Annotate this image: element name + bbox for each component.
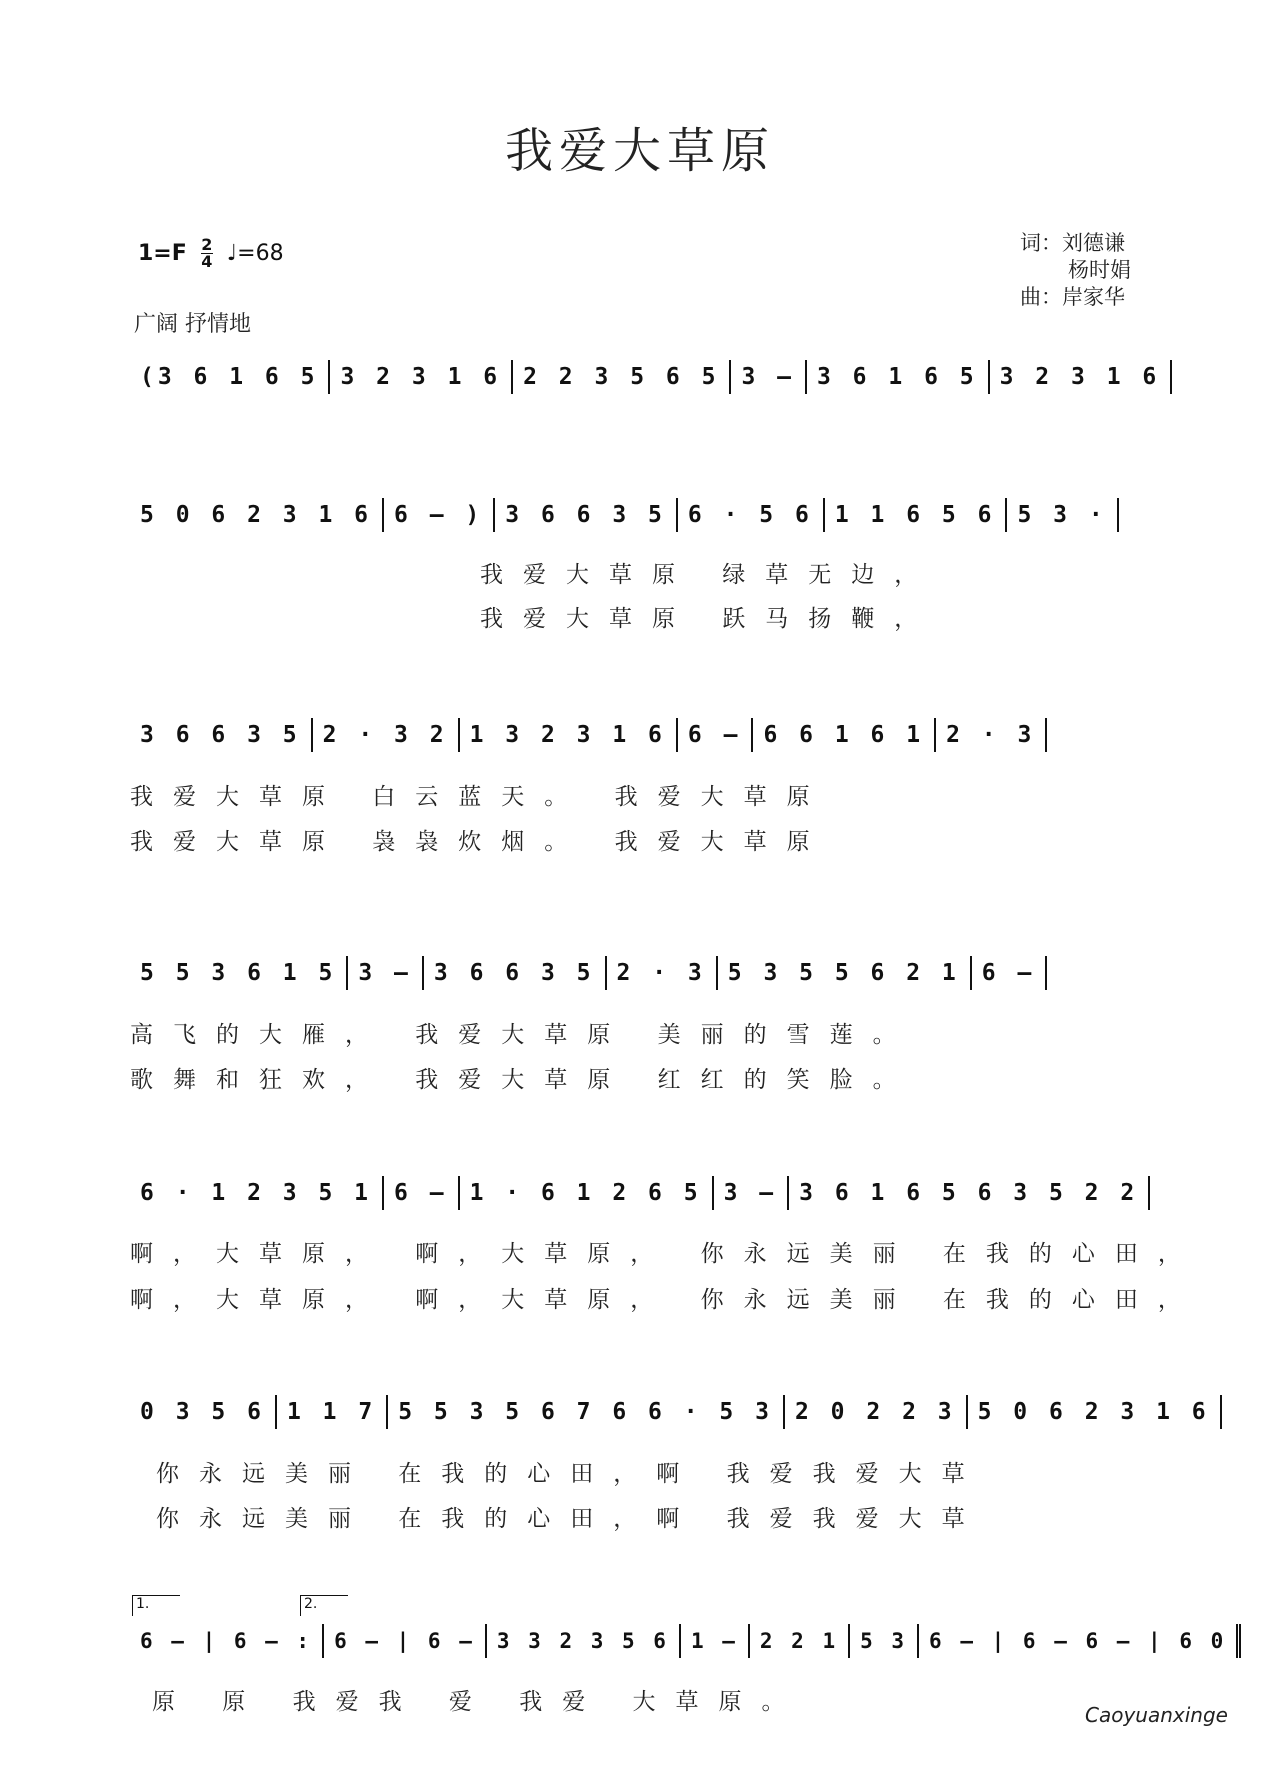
- lyric-line: 我爱大草原 绿草无边，: [480, 562, 938, 588]
- time-signature: [201, 237, 213, 270]
- lyric-line: 原 原 我爱我 爱 我爱 大草原。: [152, 1689, 805, 1715]
- time-sig-bottom: 4: [201, 252, 213, 271]
- measure: 6 – | 6 – 6 – | 6 0: [917, 1624, 1241, 1658]
- measure: 6 –: [970, 956, 1048, 990]
- measure: 1 –: [679, 1624, 748, 1658]
- measure: 0 3 5 6: [140, 1399, 265, 1425]
- measure: 2 2 1: [748, 1624, 848, 1658]
- measure: 3 –: [346, 956, 422, 990]
- measure: 3 2 3 1 6: [988, 360, 1173, 394]
- staff-7: [130, 1624, 1227, 1658]
- composer: 岸家华: [1062, 285, 1125, 309]
- measure: 6 –: [382, 1176, 458, 1210]
- measure: 1 · 6 1 2 6 5: [458, 1176, 712, 1210]
- measure: 3 6 6 3 5: [422, 956, 605, 990]
- credits: [1020, 230, 1131, 311]
- measure: 5 3: [848, 1624, 917, 1658]
- lyric-line: 我爱大草原 跃马扬鞭，: [480, 606, 938, 632]
- measure: 5 0 6 2 3 1 6: [966, 1395, 1222, 1429]
- lyric-line: 你永远美丽 在我的心田，啊 我爱我爱大草: [156, 1461, 985, 1487]
- measure: 6 – | 6 –: [322, 1624, 485, 1658]
- measure: 5 5 3 6 1 5: [140, 960, 337, 986]
- staff-1: [130, 360, 1160, 394]
- measure: 3 6 6 3 5: [493, 498, 676, 532]
- volta-1: 1.: [132, 1595, 180, 1616]
- watermark: Caoyuanxinge: [1085, 1703, 1228, 1727]
- measure: 6 – | 6 – :: [140, 1629, 313, 1653]
- staff-2: [130, 498, 1160, 532]
- time-sig-top: 2: [201, 235, 213, 254]
- measure: 5 5 3 5 6 7 6 6 · 5 3: [386, 1395, 783, 1429]
- measure: 3 –: [729, 360, 805, 394]
- measure: 1 3 2 3 1 6: [458, 718, 676, 752]
- measure: 6 6 1 6 1: [751, 718, 934, 752]
- measure: 6 –: [676, 718, 752, 752]
- measure: 3 3 2 3 5 6: [485, 1624, 679, 1658]
- volta-2: 2.: [300, 1595, 348, 1616]
- measure: 3 2 3 1 6: [328, 360, 511, 394]
- staff-6: [130, 1395, 1210, 1429]
- measure: 2 · 3: [934, 718, 1047, 752]
- composer-label: 曲：: [1020, 285, 1062, 309]
- key-signature: [138, 237, 284, 270]
- measure: 3 6 1 6 5: [805, 360, 988, 394]
- measure: 6 – ): [382, 498, 493, 532]
- lyric-line: 啊，大草原， 啊，大草原， 你永远美丽 在我的心田，: [130, 1287, 1201, 1313]
- page-title: 我爱大草原: [504, 123, 775, 179]
- lyricist-1: 刘德谦: [1062, 231, 1125, 255]
- lyric-line: 我爱大草原 白云蓝天。 我爱大草原: [130, 784, 830, 810]
- measure: 1 1 6 5 6: [823, 498, 1006, 532]
- lyric-line: 高飞的大雁， 我爱大草原 美丽的雪莲。: [130, 1022, 916, 1048]
- lyricist-label: 词：: [1020, 231, 1062, 255]
- lyric-line: 你永远美丽 在我的心田，啊 我爱我爱大草: [156, 1506, 985, 1532]
- measure: 6 · 5 6: [676, 498, 823, 532]
- measure: 3 6 6 3 5: [140, 722, 301, 748]
- lyric-line: 歌舞和狂欢， 我爱大草原 红红的笑脸。: [130, 1067, 916, 1093]
- measure: 3 6 1 6 5 6 3 5 2 2: [787, 1176, 1150, 1210]
- measure: 2 · 3: [605, 956, 716, 990]
- measure: 5 3 5 5 6 2 1: [716, 956, 970, 990]
- measure: 5 0 6 2 3 1 6: [140, 502, 373, 528]
- measure: (3 6 1 6 5: [140, 364, 319, 390]
- measure: 2 · 3 2: [311, 718, 458, 752]
- lyricist-2: 杨时娟: [1068, 258, 1131, 282]
- staff-4: [130, 956, 1160, 990]
- measure: 6 · 1 2 3 5 1: [140, 1180, 373, 1206]
- tempo-label: ♩=68: [226, 241, 284, 266]
- staff-3: [130, 718, 1160, 752]
- expression-mark: 广阔 抒情地: [134, 312, 251, 337]
- lyric-line: 啊，大草原， 啊，大草原， 你永远美丽 在我的心田，: [130, 1241, 1201, 1267]
- measure: 1 1 7: [275, 1395, 386, 1429]
- measure: 2 0 2 2 3: [783, 1395, 966, 1429]
- measure: 5 3 ·: [1005, 498, 1118, 532]
- staff-5: [130, 1176, 1160, 1210]
- lyric-line: 我爱大草原 袅袅炊烟。 我爱大草原: [130, 829, 830, 855]
- measure: 3 –: [712, 1176, 788, 1210]
- key-label: 1=F: [138, 241, 187, 266]
- measure: 2 2 3 5 6 5: [511, 360, 729, 394]
